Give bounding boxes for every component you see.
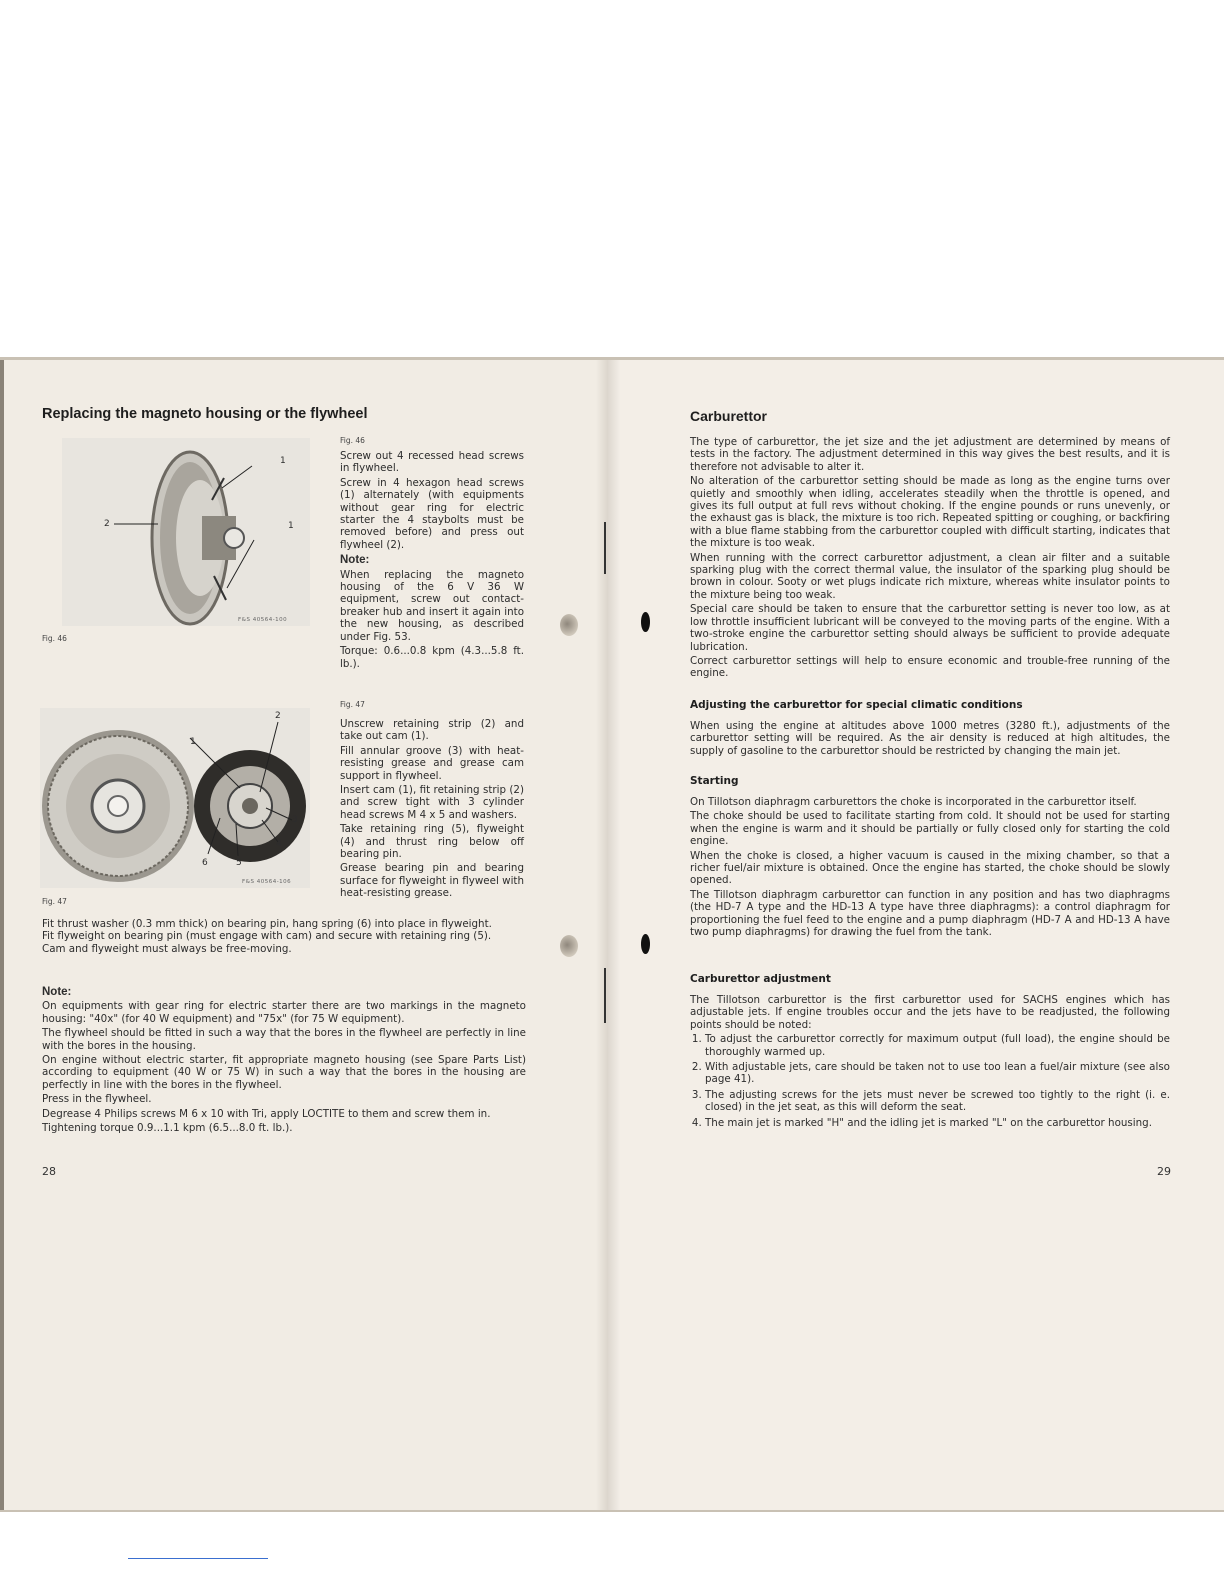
note-paragraph: On equipments with gear ring for electric starter there are two markings in the magneto housing: "40x" (for 40 W equipment) and "75x" (for 75 W equipment).: [42, 1000, 526, 1025]
fig46-side-caption: Fig. 46: [42, 634, 67, 643]
fig47-caption: Fig. 47: [340, 700, 365, 709]
book-gutter: [596, 357, 620, 1512]
adjustment-list: [690, 1033, 1170, 1129]
fig46-callout-1: 1: [280, 456, 286, 466]
note-paragraph: On engine without electric starter, fit appropriate magneto housing (see Spare Parts List) according to equipment (40 W or 75 W) in such a way that the bores in the housing are perfectly in line with the bores in the flywheel.: [42, 1054, 526, 1091]
intro-paragraph: Correct carburettor settings will help to ensure economic and trouble-free running of the engine.: [690, 654, 1170, 680]
left-note: [42, 983, 526, 1136]
binding-punch-icon: [641, 612, 650, 632]
adjustment-item: 2. With adjustable jets, care should be taken not to use too lean a fuel/air mixture (see also page 41).: [705, 1061, 1170, 1086]
fig46-note-text: When replacing the magneto housing of the 6 V 36 W equipment, screw out contact-breaker hub and insert it again into the new housing, as described under Fig. 53.: [340, 568, 524, 643]
figure-47-photo: [40, 708, 310, 888]
body-paragraph: Fit thrust washer (0.3 mm thick) on bearing pin, hang spring (6) into place in flyweight.: [42, 918, 492, 930]
fig46-callout-2: 2: [104, 519, 110, 529]
fig47-paragraph: Unscrew retaining strip (2) and take out cam (1).: [340, 718, 524, 743]
flywheel-side-illustration: [62, 438, 310, 626]
figure-46-photo: [62, 438, 310, 626]
fig46-torque: Torque: 0.6...0.8 kpm (4.3...5.8 ft. lb.).: [340, 645, 524, 670]
flywheel-cam-illustration: [40, 708, 310, 888]
starting-paragraph: On Tillotson diaphragm carburettors the choke is incorporated in the carburettor itself.: [690, 796, 1137, 808]
starting-paragraph: The choke should be used to facilitate starting from cold. It should not be used for starting when the engine is warm and it should be partially or fully closed only for starting the cold engine.: [690, 810, 1170, 848]
starting-heading: Starting: [690, 775, 739, 787]
intro-paragraph: The type of carburettor, the jet size and the jet adjustment are determined by means of tests in the factory. The adjustment determined in this way gives the best results, and it is therefore not advisable to alter it.: [690, 436, 1170, 473]
intro-paragraph: No alteration of the carburettor setting should be made as long as the engine turns over quietly and smoothly when idling, accelerates steadily when the throttle is opened, and gives its full output at full revs without choking. If the engine pounds or runs unevenly, or the exhaust gas is black, the mixture is too rich. Repeated spitting or coughing, or backfiring with a blue flame stabbing from the carburettor coupled with difficult starting, indicates that the mixture is too weak.: [690, 475, 1170, 550]
page-bottom-edge: [0, 1510, 1224, 1512]
note-paragraph: Press in the flywheel.: [42, 1093, 152, 1106]
starting-text: [690, 796, 1170, 940]
binding-hole-icon: [560, 935, 578, 957]
fig47-callout-2: 2: [275, 711, 281, 721]
note-paragraph: Tightening torque 0.9...1.1 kpm (6.5...8.0 ft. lb.).: [42, 1122, 293, 1135]
fig47-text: [340, 718, 524, 902]
body-paragraph: Cam and flyweight must always be free-moving.: [42, 942, 292, 955]
fig47-callout-6: 6: [202, 858, 208, 868]
fig46-note-title: Note:: [340, 554, 370, 567]
adjustment-heading: Carburettor adjustment: [690, 973, 831, 985]
binding-hole-icon: [560, 614, 578, 636]
note-paragraph: The flywheel should be fitted in such a way that the bores in the flywheel are perfectly in line with the bores in the housing.: [42, 1027, 526, 1052]
footer-link-line: [128, 1558, 268, 1559]
fig46-text: [340, 450, 524, 672]
adjustment-intro: The Tillotson carburettor is the first carburettor used for SACHS engines which has adjustable jets. If engine troubles occur and the jets have to be readjusted, the following points should be noted:: [690, 994, 1170, 1031]
fig46-code: F&S 40564-100: [238, 617, 288, 623]
staple-mark: [604, 968, 606, 1023]
starting-paragraph: The Tillotson diaphragm carburettor can function in any position and has two diaphragms (the HD-7 A type and the HD-13 A type have three diaphragms): a control diaphragm for proportioning the fuel feed to the engine and a pump diaphragm (HD-7 A and HD-13 A have two pump diaphragms) for drawing the fuel from the tank.: [690, 888, 1170, 939]
binding-punch-icon: [641, 934, 650, 954]
fig46-caption: Fig. 46: [340, 436, 365, 445]
fig47-paragraph: Insert cam (1), fit retaining strip (2) and screw tight with 3 cylinder head screws M 4 x 5 and washers.: [340, 784, 524, 821]
right-heading: Carburettor: [690, 408, 768, 424]
fig47-callout-1: 1: [190, 737, 196, 747]
intro-paragraph: When running with the correct carburettor adjustment, a clean air filter and a suitable sparking plug with the correct thermal value, the insulator of the sparking plug should be brown in colour. Sooty or wet plugs indicate rich mixture, whereas white insulator points to the mixture being too weak.: [690, 551, 1170, 601]
fig47-side-caption: Fig. 47: [42, 897, 67, 906]
adjustment-item: 3. The adjusting screws for the jets must never be screwed too tightly to the right (i. e. closed) in the jet seat, as this will deform the seat.: [705, 1089, 1170, 1114]
climatic-text: [690, 720, 1170, 759]
fig47-paragraph: Grease bearing pin and bearing surface for flyweight in flyweel with heat-resisting grease.: [340, 862, 524, 900]
page-top-edge: [0, 357, 1224, 360]
fig47-paragraph: Fill annular groove (3) with heat-resisting grease and grease cam support in flywheel.: [340, 744, 524, 782]
staple-mark: [604, 522, 606, 574]
climatic-paragraph: When using the engine at altitudes above 1000 metres (3280 ft.), adjustments of the carburettor setting will be required. As the air density is reduced at high altitudes, the supply of gasoline to the carburettor should be restricted by changing the main jet.: [690, 720, 1170, 757]
left-heading: Replacing the magneto housing or the flywheel: [42, 406, 368, 422]
fig47-code: F&S 40564-106: [242, 879, 292, 885]
fig46-callout-1b: 1: [288, 521, 294, 531]
fig47-paragraph: Take retaining ring (5), flyweight (4) and thrust ring below off bearing pin.: [340, 823, 524, 861]
note-paragraph: Degrease 4 Philips screws M 6 x 10 with Tri, apply LOCTITE to them and screw them in.: [42, 1107, 491, 1120]
adjustment-item: 4. The main jet is marked "H" and the idling jet is marked "L" on the carburettor housing.: [705, 1117, 1170, 1129]
body-paragraph: Fit flyweight on bearing pin (must engage with cam) and secure with retaining ring (5).: [42, 930, 492, 943]
note-title: Note:: [42, 986, 72, 998]
fig47-callout-5: 5: [236, 858, 242, 868]
fig47-callout-4: 4: [276, 839, 282, 849]
starting-paragraph: When the choke is closed, a higher vacuum is caused in the mixing chamber, so that a richer fuel/air mixture is obtained. Once the engine has started, the choke should be slowly opened.: [690, 849, 1170, 887]
intro-paragraph: Special care should be taken to ensure that the carburettor setting is never too low, as at low throttle insufficient lubricant will be conveyed to the moving parts of the engine. With a two-stroke engine the carburettor setting should always be sufficient to provide adequate lubrication.: [690, 603, 1170, 653]
climatic-heading: Adjusting the carburettor for special climatic conditions: [690, 699, 1023, 711]
fig47-callout-3: 3: [292, 815, 298, 825]
left-body-text: [42, 918, 526, 955]
page-number-left: 28: [42, 1165, 56, 1178]
adjustment-text: [690, 994, 1170, 1132]
fig46-paragraph: Screw in 4 hexagon head screws (1) alternately (with equipments without gear ring for electric starter the 4 staybolts must be removed before) and press out flywheel (2).: [340, 476, 524, 551]
page-number-right: 29: [1157, 1165, 1171, 1178]
carburettor-intro: [690, 436, 1170, 682]
fig46-paragraph: Screw out 4 recessed head screws in flywheel.: [340, 450, 524, 475]
adjustment-item: 1. To adjust the carburettor correctly for maximum output (full load), the engine should be thoroughly warmed up.: [705, 1033, 1170, 1058]
